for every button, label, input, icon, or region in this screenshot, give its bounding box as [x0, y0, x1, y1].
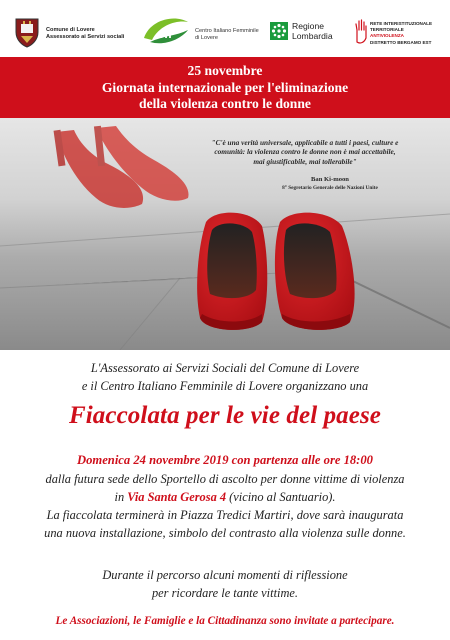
- details-line2-suffix: (vicino al Santuario).: [226, 490, 336, 504]
- rete-line3: ANTIVIOLENZA: [370, 33, 404, 39]
- street-address: Via Santa Gerosa 4: [127, 490, 227, 504]
- rete-line1: RETE INTERISTITUZIONALE: [370, 21, 433, 26]
- lovere-line1: Comune di Lovere: [46, 27, 95, 33]
- quote-text: [168, 138, 442, 166]
- headline-banner: [0, 57, 450, 118]
- event-date-time: Domenica 24 novembre 2019 con partenza alle ore 18:00: [77, 453, 373, 467]
- details-line2: [0, 488, 450, 506]
- intro-line1: L'Assessorato ai Servizi Sociali del Comune di Lovere: [90, 361, 360, 375]
- rete-logo-text: [370, 21, 450, 46]
- quote-author: Ban Ki-moon: [311, 176, 349, 183]
- invitation-text: Le Associazioni, le Famiglie e la Cittadinanza sono invitate a partecipare.: [55, 615, 395, 627]
- rose-camuna-icon: [270, 22, 288, 40]
- banner-title-line1: Giornata internazionale per l'eliminazione: [101, 80, 349, 95]
- banner-title-line2: della violenza contro le donne: [139, 96, 311, 111]
- logo-bar: [0, 0, 450, 56]
- regione-line2: Lombardia: [292, 31, 333, 41]
- hand-icon: [354, 18, 368, 44]
- details-line1: dalla futura sede dello Sportello di ascolto per donne vittime di violenza: [45, 472, 405, 486]
- regione-logo-text: [292, 21, 352, 41]
- details-line2-prefix: in: [114, 490, 128, 504]
- event-details: [0, 470, 450, 542]
- details-line4: una nuova installazione, simbolo del contrasto alla violenza sulle donne.: [44, 526, 406, 540]
- details-line3: La fiaccolata terminerà in Piazza Tredici Martiri, dove sarà inaugurata: [46, 508, 404, 522]
- lovere-line2: Assessorato ai Servizi sociali: [46, 34, 125, 40]
- cif-line1: Centro Italiano Femminile: [195, 28, 259, 34]
- reflection-text: [0, 566, 450, 602]
- banner-title: [0, 80, 450, 112]
- cif-logo-text: [195, 28, 275, 42]
- quote-line2: comunità: la violenza contro le donne non è mai accettabile,: [214, 147, 396, 157]
- lovere-logo-text: [46, 27, 146, 41]
- regione-line1: Regione: [292, 21, 325, 31]
- shoe-right: [275, 213, 355, 330]
- cif-logo-icon: [140, 16, 192, 46]
- rete-line2: TERRITORIALE: [370, 27, 404, 33]
- moment-line2: per ricordare le tante vittime.: [151, 586, 298, 600]
- quote-attribution: [240, 176, 420, 193]
- banner-date: 25 novembre: [187, 63, 263, 78]
- quote-line3: mai giustificabile, mai tollerabile": [253, 156, 357, 166]
- intro-text: [0, 359, 450, 395]
- moment-line1: Durante il percorso alcuni momenti di riflessione: [102, 568, 348, 582]
- rete-line4: DISTRETTO BERGAMO EST: [370, 39, 432, 45]
- event-headline: Fiaccolata per le vie del paese: [68, 402, 382, 429]
- crest-icon: [14, 16, 40, 48]
- cif-line2: di Lovere: [195, 35, 219, 41]
- intro-line2: e il Centro Italiano Femminile di Lovere organizzano una: [81, 379, 369, 393]
- quote-line1: "C'è una verità universale, applicabile a tutti i paesi, culture e: [211, 138, 399, 147]
- shoe-left: [197, 213, 267, 330]
- cif-mark-text: cif: [157, 26, 173, 41]
- quote-author-role: 8° Segretario Generale delle Nazioni Unite: [282, 185, 378, 192]
